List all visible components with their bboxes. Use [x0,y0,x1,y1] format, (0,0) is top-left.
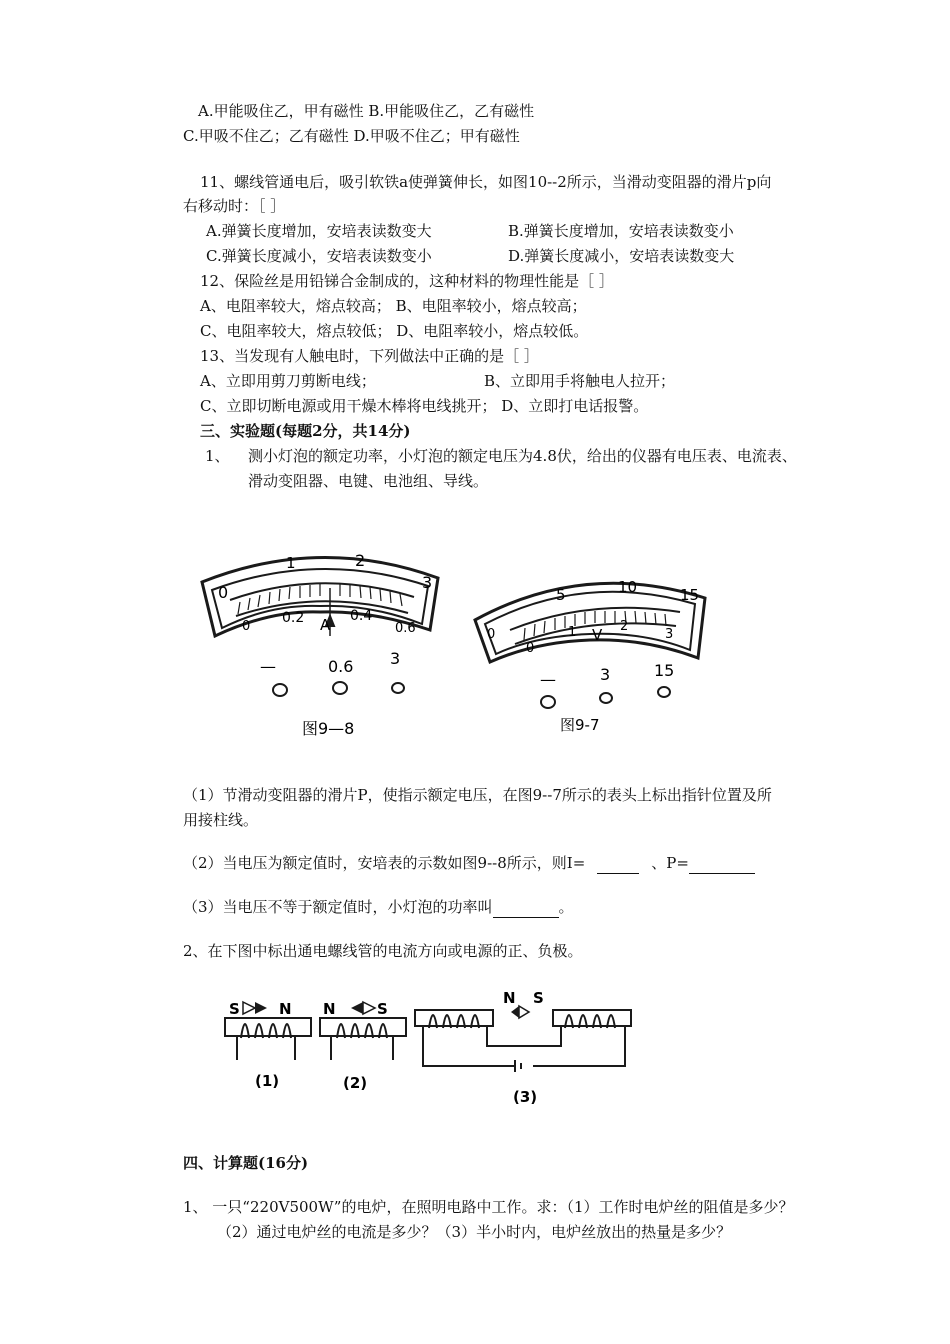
voltmeter-bottom-tick-0: 0 [526,641,535,656]
voltmeter-unit: V [592,626,603,644]
ammeter-unit: A [320,616,331,634]
ammeter-top-tick-2: 2 [355,551,366,570]
voltmeter-top-tick-10: 10 [618,578,638,596]
voltmeter-caption: 图9-7 [560,716,600,734]
voltmeter-bottom-tick-2: 2 [620,619,629,634]
fig3-caption: (3) [513,1088,538,1106]
q12-options-cd: C、电阻率较大，熔点较低； D、电阻率较小，熔点较低。 [200,322,589,340]
current-answer-blank[interactable] [597,853,639,874]
q10-options-line2: C.甲吸不住乙；乙有磁性 D.甲吸不住乙；甲有磁性 [183,127,520,145]
section4-heading: 四、计算题(16分) [183,1154,309,1172]
s3-q2: 2、在下图中标出通电螺线管的电流方向或电源的正、负极。 [183,942,583,960]
s3-q1-number: 1、 [205,447,230,465]
ammeter-caption: 图9—8 [302,719,355,738]
q13-option-a: A、立即用剪刀剪断电线； [200,372,376,390]
ammeter-top-tick-3: 3 [422,573,433,592]
ammeter-terminal-0.6: 0.6 [328,657,354,676]
q11-option-b: B.弹簧长度增加，安培表读数变小 [508,222,734,240]
s3-sub2 [183,853,755,874]
q12-options-ab: A、电阻率较大，熔点较高； B、电阻率较小，熔点较高； [200,297,587,315]
voltmeter-top-tick-5: 5 [556,586,566,604]
fig3-right-pole: S [533,989,544,1007]
ammeter-top-tick-0: 0 [218,583,229,602]
ammeter-bottom-tick-0: 0 [242,619,251,634]
ammeter-bottom-tick-2: 0.4 [350,608,373,624]
fig1-caption: (1) [255,1072,280,1090]
ammeter-terminal-neg: — [260,657,276,676]
solenoid-figures [215,988,645,1108]
voltmeter-top-tick-0: 0 [487,627,496,642]
s3-sub3-text-a: （3）当电压不等于额定值时，小灯泡的功率叫 [183,898,493,916]
q13-stem: 13、当发现有人触电时，下列做法中正确的是［ ］ [200,347,539,365]
q13-option-b: B、立即用手将触电人拉开； [484,372,676,390]
q11-option-d: D.弹簧长度减小，安培表读数变大 [508,247,735,265]
s4-q1-line1: 1、 一只“220V500W”的电炉，在照明电路中工作。求：（1）工作时电炉丝的阻值是多少？ [183,1198,794,1216]
fig3-left-pole: N [503,989,516,1007]
voltmeter-top-tick-15: 15 [680,586,700,604]
s3-sub2-text-b: 、P= [651,854,689,872]
meter-figures [190,540,720,745]
voltmeter-terminal-neg: — [540,670,556,689]
fig2-right-pole: S [377,1000,388,1018]
q13-options-cd: C、立即切断电源或用干燥木棒将电线挑开； D、立即打电话报警。 [200,397,649,415]
fig1-right-pole: N [279,1000,292,1018]
s3-sub1-line2: 用接柱线。 [183,811,259,829]
voltmeter-terminal-3: 3 [600,665,611,684]
q11-stem-line1: 11、螺线管通电后，吸引软铁a使弹簧伸长，如图10--2所示，当滑动变阻器的滑片p向 [200,173,772,191]
s3-q1-line2: 滑动变阻器、电键、电池组、导线。 [248,472,489,490]
power-answer-blank[interactable] [689,853,755,874]
q11-option-a: A.弹簧长度增加，安培表读数变大 [206,222,432,240]
voltmeter-bottom-tick-3: 3 [665,627,674,642]
s3-sub3 [183,897,574,918]
voltmeter-bottom-tick-1: 1 [568,625,577,640]
q10-options-line1: A.甲能吸住乙，甲有磁性 B.甲能吸住乙，乙有磁性 [198,102,535,120]
voltmeter-terminal-15: 15 [654,661,675,680]
q11-stem-line2: 右移动时：［ ］ [183,197,286,215]
q12-stem: 12、保险丝是用铅锑合金制成的，这种材料的物理性能是［ ］ [200,272,614,290]
fig2-left-pole: N [323,1000,336,1018]
ammeter-bottom-tick-3: 0.6 [395,621,416,636]
q11-option-c: C.弹簧长度减小，安培表读数变小 [206,247,432,265]
fig1-left-pole: S [229,1000,240,1018]
s3-sub1-line1: （1）节滑动变阻器的滑片P，使指示额定电压，在图9--7所示的表头上标出指针位置及所 [183,786,772,804]
s3-sub2-text-a: （2）当电压为额定值时，安培表的示数如图9--8所示，则I= [183,854,586,872]
fig2-caption: (2) [343,1074,368,1092]
s4-q1-line2: （2）通过电炉丝的电流是多少？（3）半小时内，电炉丝放出的热量是多少？ [217,1223,732,1241]
actual-power-blank[interactable] [493,897,559,918]
s3-q1-line1: 测小灯泡的额定功率，小灯泡的额定电压为4.8伏，给出的仪器有电压表、电流表、 [248,447,797,465]
section3-heading: 三、实验题(每题2分，共14分) [200,422,411,440]
ammeter-top-tick-1: 1 [286,554,296,572]
ammeter-terminal-3: 3 [390,649,401,668]
s3-sub3-text-b: 。 [558,898,574,916]
ammeter-bottom-tick-1: 0.2 [282,610,305,626]
